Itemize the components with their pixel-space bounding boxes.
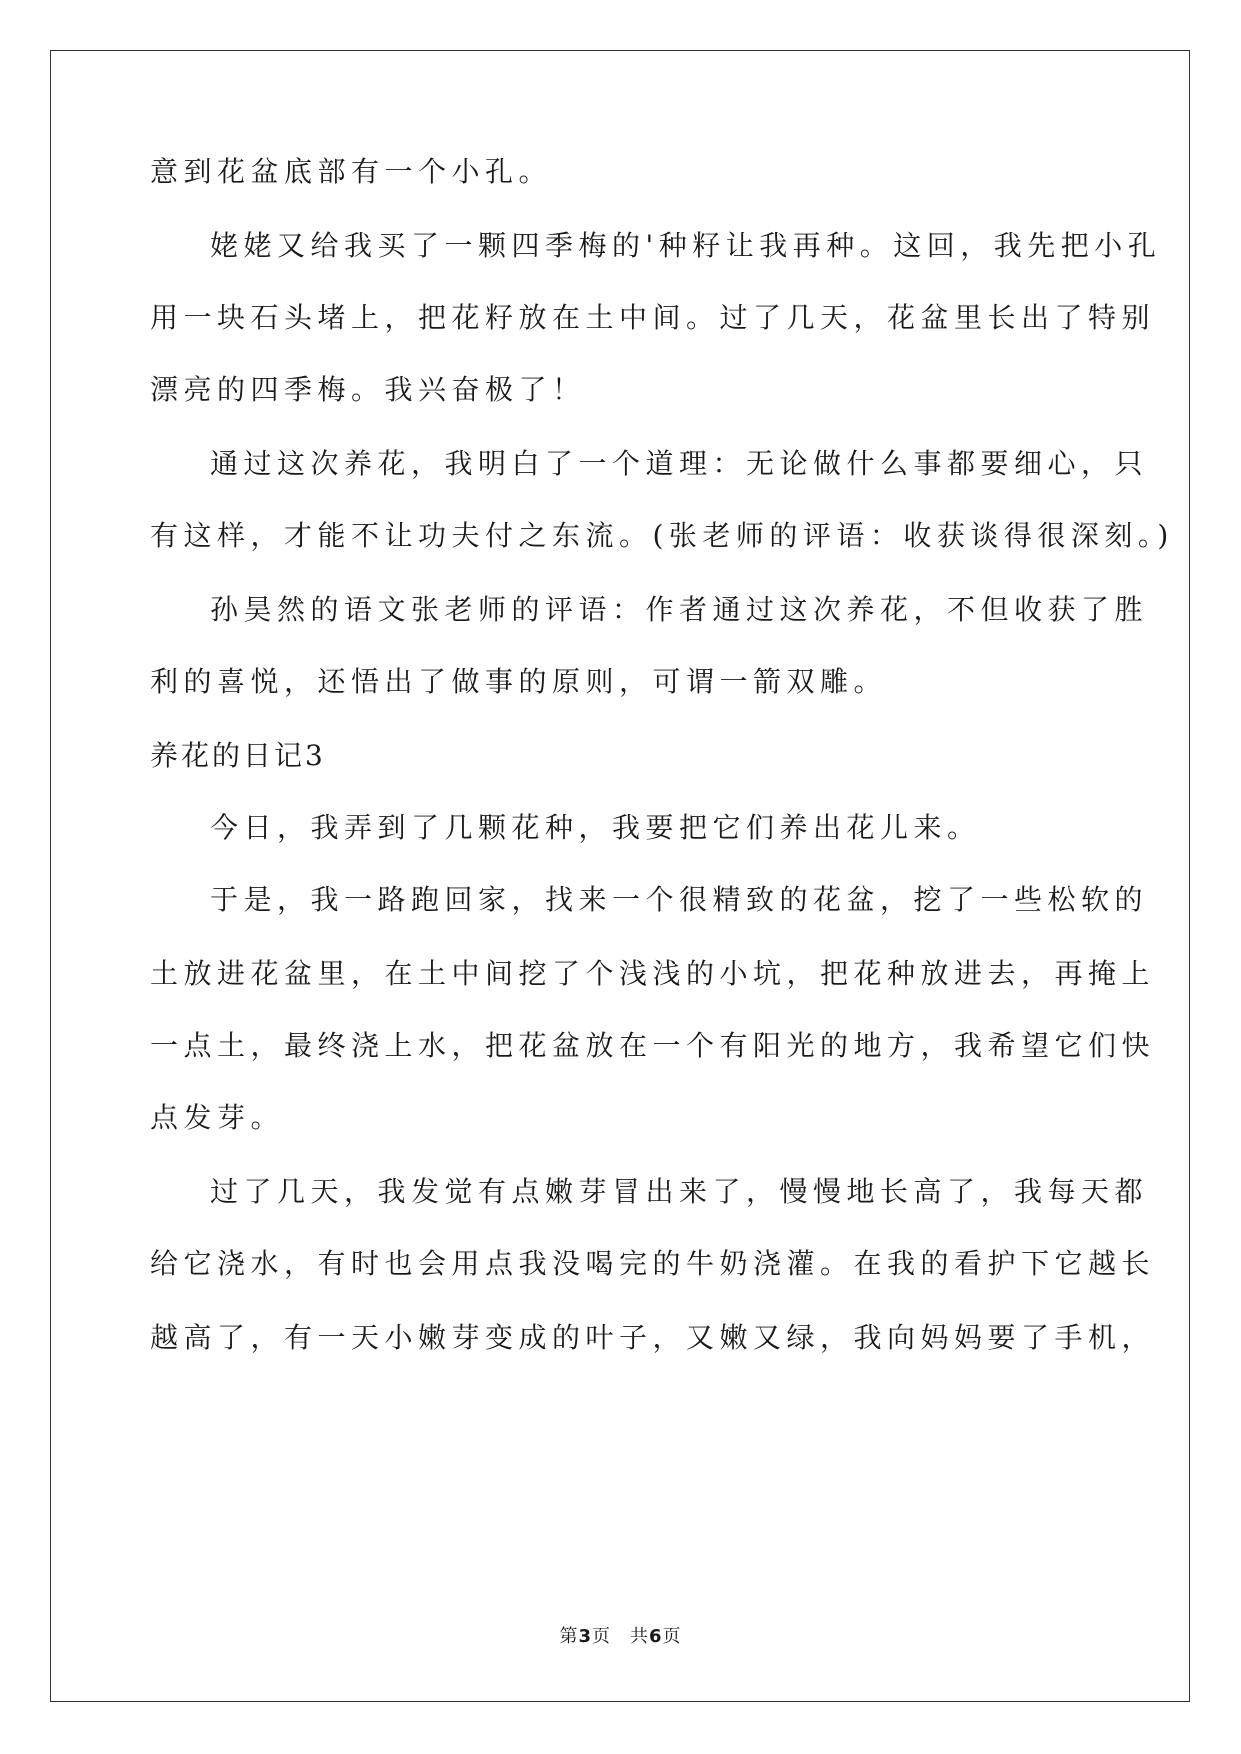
text-line-7: 孙昊然的语文张老师的评语：作者通过这次养花，不但收获了胜 bbox=[210, 593, 1149, 626]
text-line-10: 今日，我弄到了几颗花种，我要把它们养出花儿来。 bbox=[210, 811, 981, 844]
section-heading: 养花的日记3 bbox=[150, 739, 326, 772]
text-line-17: 越高了，有一天小嫩芽变成的叶子，又嫩又绿，我向妈妈要了手机， bbox=[150, 1321, 1156, 1354]
text-line-2: 姥姥又给我买了一颗四季梅的'种籽让我再种。这回，我先把小孔 bbox=[210, 229, 1162, 262]
current-page-number: 3 bbox=[578, 1626, 592, 1647]
footer-prefix: 第 bbox=[559, 1626, 579, 1647]
text-line-15: 过了几天，我发觉有点嫩芽冒出来了，慢慢地长高了，我每天都 bbox=[210, 1175, 1149, 1208]
text-line-13: 一点土，最终浇上水，把花盆放在一个有阳光的地方，我希望它们快 bbox=[150, 1029, 1156, 1062]
text-line-12: 土放进花盆里，在土中间挖了个浅浅的小坑，把花种放进去，再掩上 bbox=[150, 957, 1156, 990]
text-line-14: 点发芽。 bbox=[150, 1101, 285, 1134]
text-line-3: 用一块石头堵上，把花籽放在土中间。过了几天，花盆里长出了特别 bbox=[150, 301, 1156, 334]
text-line-16: 给它浇水，有时也会用点我没喝完的牛奶浇灌。在我的看护下它越长 bbox=[150, 1247, 1156, 1280]
page-footer bbox=[0, 1622, 1241, 1648]
text-line-4: 漂亮的四季梅。我兴奋极了！ bbox=[150, 373, 586, 406]
text-line-8: 利的喜悦，还悟出了做事的原则，可谓一箭双雕。 bbox=[150, 665, 888, 698]
text-line-1: 意到花盆底部有一个小孔。 bbox=[150, 155, 553, 188]
text-line-6: 有这样，才能不让功夫付之东流。(张老师的评语：收获谈得很深刻。) bbox=[150, 519, 1174, 552]
text-line-5: 通过这次养花，我明白了一个道理：无论做什么事都要细心，只 bbox=[210, 447, 1149, 480]
total-pages-number: 6 bbox=[649, 1626, 663, 1647]
footer-suffix: 页 bbox=[662, 1626, 682, 1647]
text-line-11: 于是，我一路跑回家，找来一个很精致的花盆，挖了一些松软的 bbox=[210, 883, 1149, 916]
footer-middle: 页 共 bbox=[592, 1626, 649, 1647]
